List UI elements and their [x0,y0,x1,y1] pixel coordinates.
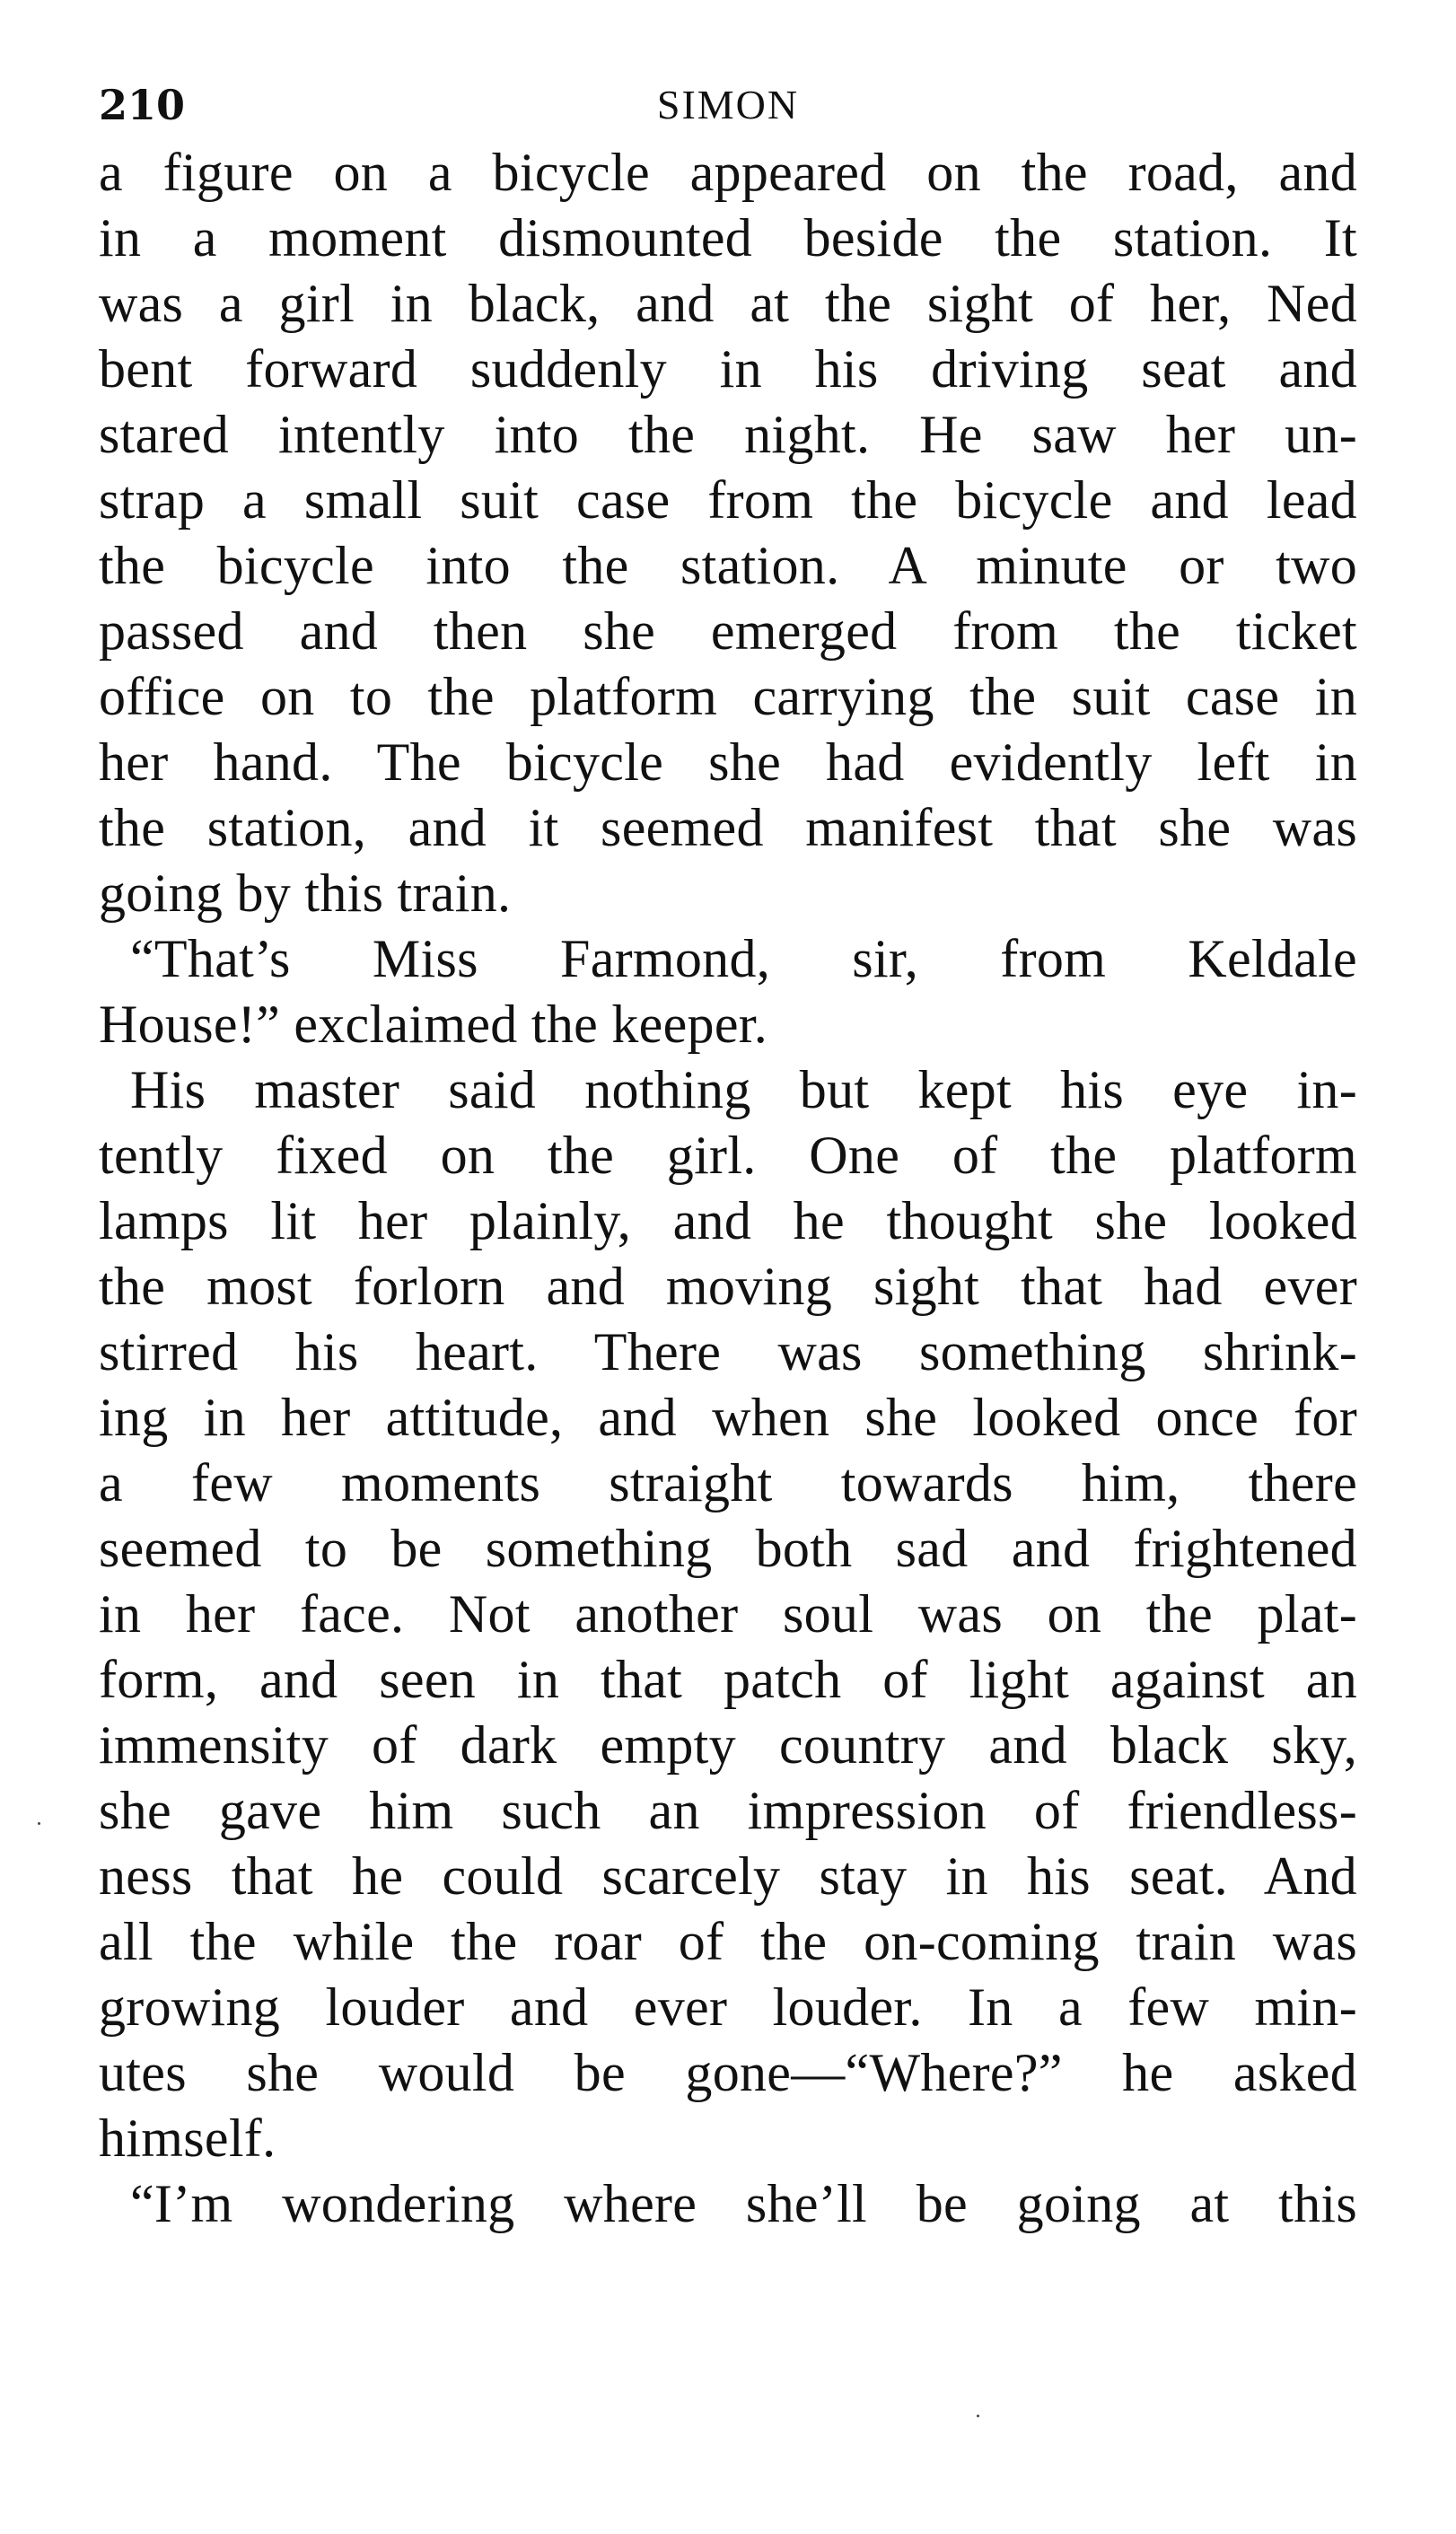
text-line: office on to the platform carrying the suit case in [99,667,1357,726]
text-line: bent forward suddenly in his driving seat and [99,339,1357,399]
text-line: her hand. The bicycle she had evidently left in [99,732,1357,792]
body-text [99,140,1357,2237]
running-title: SIMON [656,82,800,127]
paragraph [99,1057,1357,2171]
text-line: was a girl in black, and at the sight of her, Ned [99,274,1357,333]
text-line: lamps lit her plainly, and he thought she looked [99,1191,1357,1250]
scan-speck [977,2415,979,2417]
text-line: in a moment dismounted beside the station. It [99,208,1357,267]
text-line: “I’m wondering where she’ll be going at this [130,2174,1357,2233]
text-line: ness that he could scarcely stay in his seat. And [99,1846,1357,1906]
text-line: immensity of dark empty country and black sky, [99,1715,1357,1775]
text-line: going by this train. [99,864,512,923]
text-line: stared intently into the night. He saw her un- [99,405,1357,464]
text-line: form, and seen in that patch of light against an [99,1650,1357,1709]
text-line: in her face. Not another soul was on the plat- [99,1584,1357,1644]
paragraph [99,2171,1357,2237]
text-line: House!” exclaimed the keeper. [99,995,768,1054]
scan-speck [38,1822,40,1825]
text-line: passed and then she emerged from the ticket [99,601,1357,661]
text-line: growing louder and ever louder. In a few min- [99,1977,1357,2037]
text-line: His master said nothing but kept his eye in- [130,1060,1357,1119]
text-line: she gave him such an impression of friendless- [99,1781,1357,1840]
paragraph [99,140,1357,926]
text-line: utes she would be gone—“Where?” he asked [99,2043,1357,2102]
text-line: stirred his heart. There was something shrink- [99,1322,1357,1381]
text-line: the station, and it seemed manifest that she was [99,798,1357,857]
page-number: 210 [99,81,186,129]
text-line: all the while the roar of the on-coming train was [99,1912,1357,1971]
text-line: ing in her attitude, and when she looked once for [99,1388,1357,1447]
text-line: “That’s Miss Farmond, sir, from Keldale [130,929,1357,988]
text-line: himself. [99,2109,276,2168]
text-line: a figure on a bicycle appeared on the road, and [99,143,1357,202]
running-head [99,70,1357,140]
text-line: a few moments straight towards him, there [99,1453,1357,1513]
text-line: the most forlorn and moving sight that had ever [99,1257,1357,1316]
text-line: seemed to be something both sad and frightened [99,1519,1357,1578]
book-page [99,70,1357,2237]
text-line: tently fixed on the girl. One of the platform [99,1126,1357,1185]
text-line: the bicycle into the station. A minute or two [99,536,1357,595]
paragraph [99,926,1357,1057]
text-line: strap a small suit case from the bicycle and lead [99,470,1357,530]
